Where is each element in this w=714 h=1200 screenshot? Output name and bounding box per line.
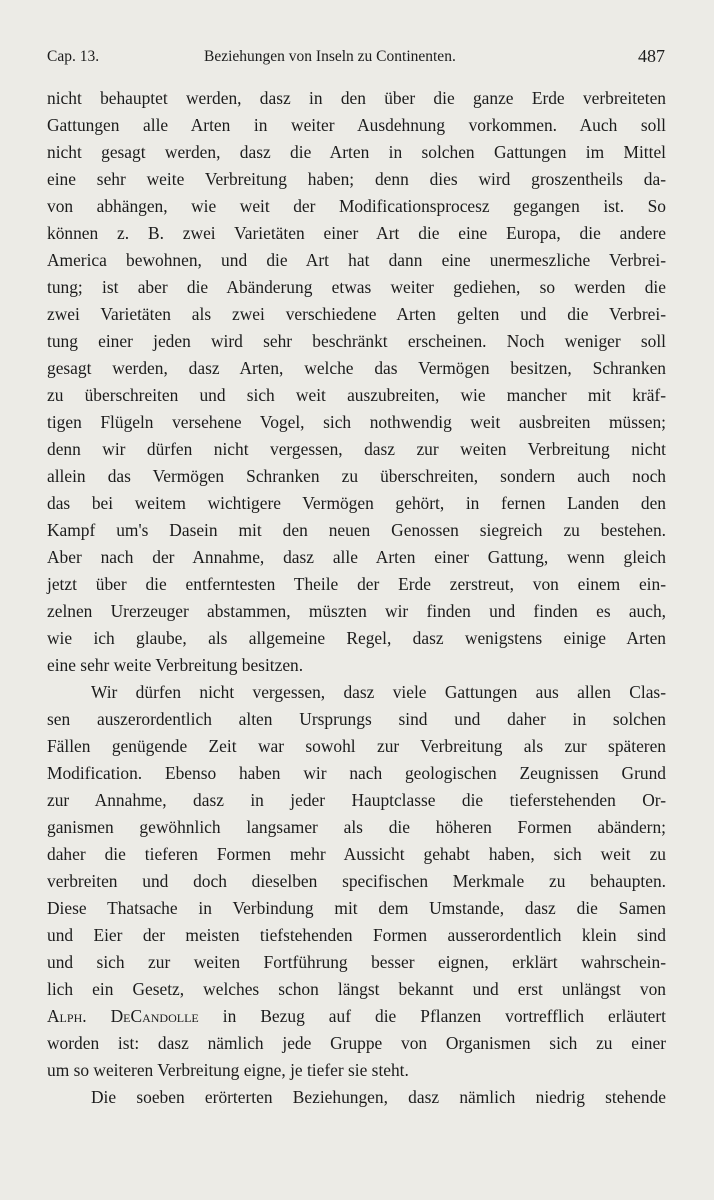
text-line: eine sehr weite Verbreitung besitzen. bbox=[47, 655, 304, 675]
text-line: Diese Thatsache in Verbindung mit dem Umstande, dasz die Samen bbox=[47, 898, 666, 918]
text-line: gesagt werden, dasz Arten, welche das Vermögen besitzen, Schranken bbox=[47, 358, 666, 378]
text-line: ganismen gewöhnlich langsamer als die höheren Formen abändern; bbox=[47, 817, 666, 837]
text-line bbox=[47, 1003, 666, 1030]
text-line: worden ist: dasz nämlich jede Gruppe von Organismen sich zu einer bbox=[47, 1033, 666, 1053]
text-line: Fällen genügende Zeit war sowohl zur Verbreitung als zur späteren bbox=[47, 736, 666, 756]
author-name: Alph. DeCandolle bbox=[47, 1006, 199, 1026]
text-line: lich ein Gesetz, welches schon längst bekannt und erst unlängst von bbox=[47, 979, 666, 999]
text-line: zwei Varietäten als zwei verschiedene Arten gelten und die Verbrei- bbox=[47, 304, 666, 324]
text-line: jetzt über die entferntesten Theile der Erde zerstreut, von einem ein- bbox=[47, 574, 666, 594]
text-line: Gattungen alle Arten in weiter Ausdehnung vorkommen. Auch soll bbox=[47, 115, 666, 135]
paragraph bbox=[47, 679, 666, 1084]
text-line: und sich zur weiten Fortführung besser eignen, erklärt wahrschein- bbox=[47, 952, 666, 972]
text-line: Aber nach der Annahme, dasz alle Arten einer Gattung, wenn gleich bbox=[47, 547, 666, 567]
text-line: denn wir dürfen nicht vergessen, dasz zur weiten Verbreitung nicht bbox=[47, 439, 666, 459]
text-line: Modification. Ebenso haben wir nach geologischen Zeugnissen Grund bbox=[47, 763, 666, 783]
running-header bbox=[47, 46, 666, 76]
text-line: zelnen Urerzeuger abstammen, müszten wir finden und finden es auch, bbox=[47, 601, 666, 621]
text-line: und Eier der meisten tiefstehenden Formen ausserordentlich klein sind bbox=[47, 925, 666, 945]
text-line: nicht behauptet werden, dasz in den über die ganze Erde verbreiteten bbox=[47, 88, 666, 108]
text-line: können z. B. zwei Varietäten einer Art die eine Europa, die andere bbox=[47, 223, 666, 243]
text-line: sen auszerordentlich alten Ursprungs sind und daher in solchen bbox=[47, 709, 666, 729]
page-number: 487 bbox=[638, 46, 665, 66]
text-line: tigen Flügeln versehene Vogel, sich nothwendig weit ausbreiten müssen; bbox=[47, 412, 666, 432]
paragraph bbox=[47, 85, 666, 679]
running-title: Beziehungen von Inseln zu Continenten. bbox=[204, 48, 456, 65]
text-line: daher die tieferen Formen mehr Aussicht gehabt haben, sich weit zu bbox=[47, 844, 666, 864]
text-line: zur Annahme, dasz in jeder Hauptclasse die tieferstehenden Or- bbox=[47, 790, 666, 810]
text-line: tung einer jeden wird sehr beschränkt erscheinen. Noch weniger soll bbox=[47, 331, 666, 351]
body-text bbox=[47, 85, 666, 1111]
text-line: Wir dürfen nicht vergessen, dasz viele Gattungen aus allen Clas- bbox=[91, 682, 666, 702]
chapter-label: Cap. 13. bbox=[47, 48, 100, 65]
text-line: zu überschreiten und sich weit auszubreiten, wie mancher mit kräf- bbox=[47, 385, 666, 405]
text-line: von abhängen, wie weit der Modificationsprocesz gegangen ist. So bbox=[47, 196, 666, 216]
text-line: um so weiteren Verbreitung eigne, je tiefer sie steht. bbox=[47, 1060, 409, 1080]
text-line: nicht gesagt werden, dasz die Arten in solchen Gattungen im Mittel bbox=[47, 142, 666, 162]
paragraph bbox=[47, 1084, 666, 1111]
author-line-rest: in Bezug auf die Pflanzen vortrefflich erläutert bbox=[198, 1006, 666, 1026]
text-line: America bewohnen, und die Art hat dann eine unermeszliche Verbrei- bbox=[47, 250, 666, 270]
text-line: Die soeben erörterten Beziehungen, dasz nämlich niedrig stehende bbox=[91, 1087, 666, 1107]
text-line: tung; ist aber die Abänderung etwas weiter gediehen, so werden die bbox=[47, 277, 666, 297]
text-line: wie ich glaube, als allgemeine Regel, dasz wenigstens einige Arten bbox=[47, 628, 666, 648]
text-line: allein das Vermögen Schranken zu überschreiten, sondern auch noch bbox=[47, 466, 666, 486]
text-line: Kampf um's Dasein mit den neuen Genossen siegreich zu bestehen. bbox=[47, 520, 666, 540]
text-line: eine sehr weite Verbreitung haben; denn dies wird groszentheils da- bbox=[47, 169, 666, 189]
text-line: das bei weitem wichtigere Vermögen gehört, in fernen Landen den bbox=[47, 493, 666, 513]
text-line: verbreiten und doch dieselben specifischen Merkmale zu behaupten. bbox=[47, 871, 666, 891]
